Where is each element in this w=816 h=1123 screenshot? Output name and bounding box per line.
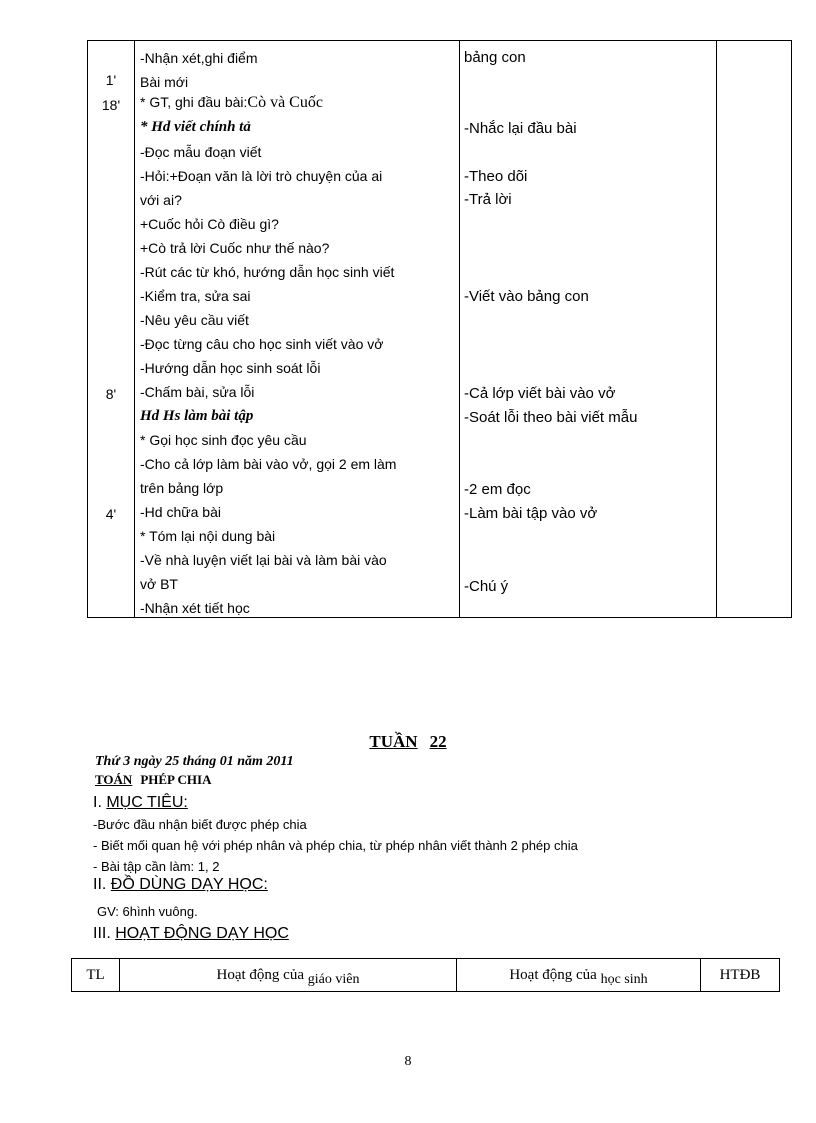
lesson-title: Cò và Cuốc bbox=[247, 94, 323, 111]
subject-line bbox=[95, 772, 211, 788]
section-title: HOẠT ĐỘNG DẠY HỌC bbox=[115, 925, 289, 942]
time-label: 1' bbox=[105, 72, 117, 88]
lesson-topic: PHÉP CHIA bbox=[140, 772, 212, 787]
section-heading-materials bbox=[93, 876, 268, 894]
time-label: 8' bbox=[105, 386, 117, 402]
student-column bbox=[464, 41, 714, 617]
teacher-line: -Nhận xét,ghi điểm bbox=[140, 50, 258, 66]
teacher-line: -Hướng dẫn học sinh soát lỗi bbox=[140, 360, 321, 376]
section-title: MỤC TIÊU: bbox=[106, 794, 188, 811]
teacher-line: trên bảng lớp bbox=[140, 480, 224, 496]
time-column bbox=[88, 41, 134, 617]
header-tl: TL bbox=[86, 967, 105, 983]
header-teacher bbox=[120, 959, 456, 991]
teacher-line: -Cho cả lớp làm bài vào vở, gọi 2 em làm bbox=[140, 456, 397, 472]
student-line: -Viết vào bảng con bbox=[464, 288, 589, 305]
student-line: -Trả lời bbox=[464, 191, 512, 208]
subject-name: TOÁN bbox=[95, 772, 133, 787]
time-label: 18' bbox=[101, 97, 121, 113]
student-line: -Soát lỗi theo bài viết mẫu bbox=[464, 409, 638, 426]
teacher-line: * Gọi học sinh đọc yêu cầu bbox=[140, 432, 307, 448]
section-heading-objectives bbox=[93, 794, 188, 812]
header-htdb: HTĐB bbox=[719, 967, 761, 983]
header-text: Hoạt động của bbox=[509, 967, 597, 983]
teacher-column bbox=[140, 41, 460, 617]
objective-item: -Bước đầu nhận biết được phép chia bbox=[93, 817, 307, 832]
teacher-line: +Cuốc hỏi Cò điều gì? bbox=[140, 216, 279, 232]
teacher-line: -Chấm bài, sửa lỗi bbox=[140, 384, 255, 400]
teacher-line: với ai? bbox=[140, 192, 182, 208]
objective-item: - Bài tập cần làm: 1, 2 bbox=[93, 859, 220, 874]
teacher-line: -Nhận xét tiết học bbox=[140, 600, 250, 616]
student-line: bảng con bbox=[464, 49, 526, 66]
header-text: Hoạt động của bbox=[216, 967, 304, 983]
activity-header-table bbox=[71, 958, 780, 992]
week-number: 22 bbox=[429, 732, 447, 751]
teacher-line: vở BT bbox=[140, 576, 178, 592]
teacher-line: Bài mới bbox=[140, 74, 189, 90]
teacher-line: * Tóm lại nội dung bài bbox=[140, 528, 276, 544]
teacher-line-text: * GT, ghi đầu bài: bbox=[140, 94, 248, 110]
date-line: Thứ 3 ngày 25 tháng 01 năm 2011 bbox=[95, 754, 294, 769]
objective-item: - Biết mối quan hệ với phép nhân và phép chia, từ phép nhân viết thành 2 phép chia bbox=[93, 838, 578, 853]
activities-table bbox=[87, 40, 792, 618]
teacher-line: -Nêu yêu cầu viết bbox=[140, 312, 249, 328]
teacher-line: -Về nhà luyện viết lại bài và làm bài vào bbox=[140, 552, 387, 568]
column-divider bbox=[716, 41, 717, 617]
student-line: -2 em đọc bbox=[464, 481, 531, 498]
teacher-line: -Đọc mẫu đoạn viết bbox=[140, 144, 262, 160]
teacher-line: -Rút các từ khó, hướng dẫn học sinh viết bbox=[140, 264, 395, 280]
teacher-line: -Đọc từng câu cho học sinh viết vào vở bbox=[140, 336, 384, 352]
teacher-line bbox=[140, 93, 323, 112]
teacher-line: +Cò trả lời Cuốc như thế nào? bbox=[140, 240, 330, 256]
header-student bbox=[457, 959, 700, 991]
section-number: I. bbox=[93, 794, 102, 811]
student-line: -Làm bài tập vào vở bbox=[464, 505, 598, 522]
section-title: ĐỒ DÙNG DẠY HỌC: bbox=[110, 876, 268, 893]
section-number: III. bbox=[93, 925, 111, 942]
week-label: TUẦN bbox=[369, 732, 418, 751]
materials-item: GV: 6hình vuông. bbox=[97, 904, 198, 919]
header-text: giáo viên bbox=[307, 972, 360, 987]
teacher-line: -Hd chữa bài bbox=[140, 504, 221, 520]
column-divider bbox=[134, 41, 135, 617]
page-number: 8 bbox=[404, 1054, 412, 1069]
student-line: -Theo dõi bbox=[464, 168, 528, 185]
section-number: II. bbox=[93, 876, 107, 893]
time-label: 4' bbox=[105, 506, 117, 522]
student-line: -Cả lớp viết bài vào vở bbox=[464, 385, 616, 402]
student-line: -Nhắc lại đầu bài bbox=[464, 120, 577, 137]
section-heading: Hd Hs làm bài tập bbox=[140, 408, 254, 424]
teacher-line: -Hỏi:+Đoạn văn là lời trò chuyện của ai bbox=[140, 168, 383, 184]
section-heading-activities bbox=[93, 925, 289, 943]
section-heading: * Hd viết chính tả bbox=[140, 119, 251, 135]
teacher-line: -Kiểm tra, sửa sai bbox=[140, 288, 251, 304]
week-title bbox=[0, 732, 816, 752]
header-text: học sinh bbox=[600, 972, 648, 987]
student-line: -Chú ý bbox=[464, 578, 509, 595]
